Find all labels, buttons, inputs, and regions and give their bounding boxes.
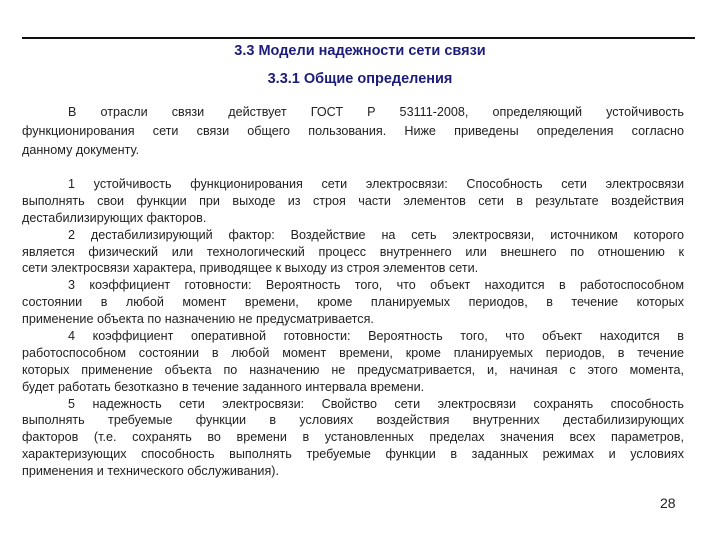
text-line: применение объекта по назначению не предусматривается. xyxy=(22,312,374,327)
text-line: является физический или технологический процесс внутреннего или внешнего по отношению к xyxy=(22,244,684,259)
text-line: данному документу. xyxy=(22,143,140,157)
text-line: будет работать безотказно в течение заданного интервала времени. xyxy=(22,379,425,394)
header-rule xyxy=(22,37,695,39)
text-line: 4 коэффициент оперативной готовности: Вероятность того, что объект находится в xyxy=(68,329,684,344)
text-line: 1 устойчивость функционирования сети электросвязи: Способность сети электросвязи xyxy=(68,177,684,191)
text-line: сети электросвязи характера, приводящее к выходу из строя элементов сети. xyxy=(22,261,479,276)
text-line: факторов (т.е. сохранять во времени в установленных пределах значения всех параметров, xyxy=(22,430,684,445)
section-title: 3.3 Модели надежности сети связи xyxy=(234,43,486,59)
text-line: которых применение объекта по назначению не предусматривается, и, начиная с этого момента, xyxy=(22,362,684,377)
page-number: 28 xyxy=(660,495,676,511)
definition-paragraph xyxy=(22,227,684,278)
text-line: 3 коэффициент готовности: Вероятность того, что объект находится в работоспособном xyxy=(68,278,684,293)
definition-paragraph xyxy=(22,328,684,396)
text-line: функционирования сети связи общего пользования. Ниже приведены определения согласно xyxy=(22,124,684,138)
definition-paragraph xyxy=(22,176,684,227)
text-line: выполнять требуемые функции в условиях воздействия внутренних дестабилизирующих xyxy=(22,413,684,428)
text-line: характеризующих способность выполнять требуемые функции в заданных режимах и условиях xyxy=(22,447,684,462)
text-line: 5 надежность сети электросвязи: Свойство сети электросвязи сохранять способность xyxy=(68,396,684,411)
definition-paragraph xyxy=(22,396,684,480)
text-line: дестабилизирующих факторов. xyxy=(22,210,207,225)
text-line: выполнять свои функции при выходе из строя части элементов сети в результате воздействия xyxy=(22,193,684,208)
definition-paragraph xyxy=(22,277,684,328)
text-line: применения и технического обслуживания). xyxy=(22,464,279,479)
text-line: В отрасли связи действует ГОСТ Р 53111-2008, определяющий устойчивость xyxy=(68,105,684,119)
intro-paragraph xyxy=(22,103,684,160)
text-line: состоянии в любой момент времени, кроме планируемых периодов, в течение которых xyxy=(22,295,684,310)
subsection-title: 3.3.1 Общие определения xyxy=(267,71,453,87)
text-line: 2 дестабилизирующий фактор: Воздействие на сеть электросвязи, источником которого xyxy=(68,227,684,242)
definitions-list xyxy=(22,176,684,480)
text-line: работоспособном состоянии в любой момент времени, кроме планируемых периодов, в течение xyxy=(22,345,684,360)
